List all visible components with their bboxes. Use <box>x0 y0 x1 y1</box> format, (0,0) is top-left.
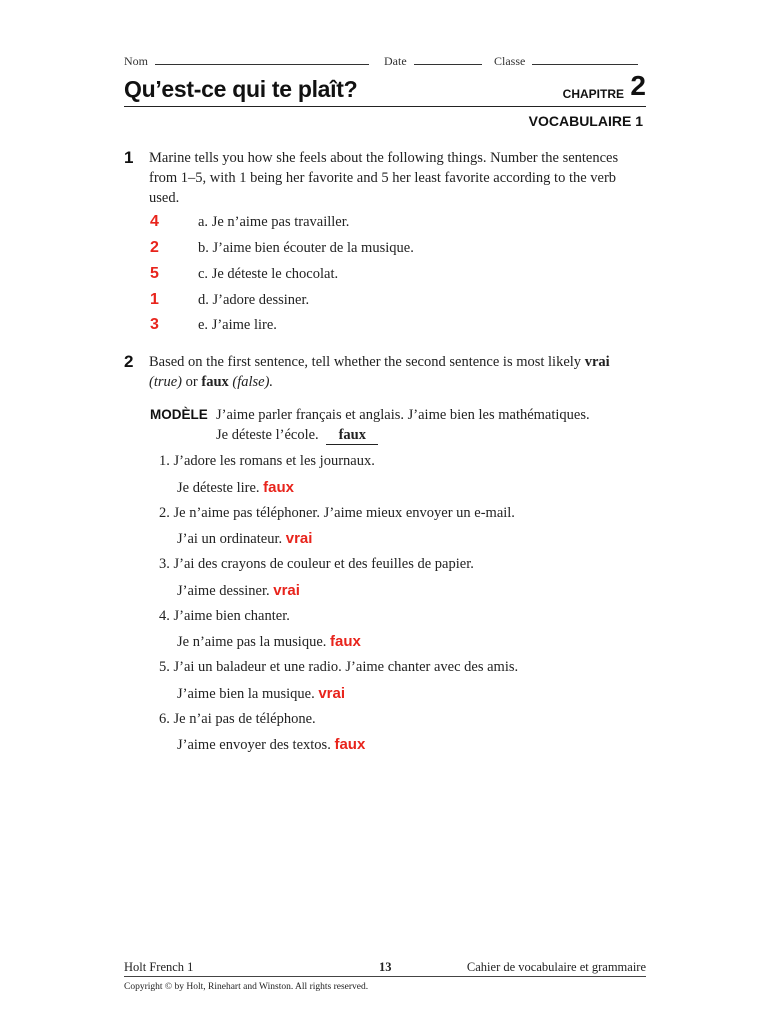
q2-false-word: (false). <box>232 374 274 390</box>
q2-item-text: Je n’ai pas de téléphone. <box>173 711 316 727</box>
q2-item-number: 6. <box>159 711 170 727</box>
class-label: Classe <box>494 54 526 68</box>
footer-workbook-title: Cahier de vocabulaire et grammaire <box>466 960 646 974</box>
modele-line-2 <box>216 427 378 445</box>
q2-item-2-line-1 <box>159 505 515 522</box>
q2-item-2-line-2 <box>177 530 312 548</box>
q2-item-text: J’ai un ordinateur. <box>177 531 283 547</box>
q2-item-2-answer: vrai <box>285 530 313 547</box>
q1-letter: c. <box>198 266 209 282</box>
footer-rule <box>124 976 646 977</box>
class-line[interactable] <box>532 54 638 65</box>
name-label: Nom <box>124 54 148 68</box>
q2-prompt-text: Based on the first sentence, tell whether the second sentence is most likely <box>149 354 582 370</box>
question-1-number: 1 <box>124 148 134 167</box>
q1-letter: b. <box>198 240 209 256</box>
q1-item-a <box>198 214 349 231</box>
q2-item-text: J’aime bien chanter. <box>173 608 290 624</box>
date-label: Date <box>384 54 407 68</box>
name-line[interactable] <box>155 54 369 65</box>
q2-item-number: 5. <box>159 659 170 675</box>
q2-item-1-line-1 <box>159 453 375 470</box>
modele-answer: faux <box>326 427 378 445</box>
q1-letter: e. <box>198 317 209 333</box>
q1-item-d <box>198 292 309 309</box>
q2-item-3-line-2 <box>177 582 300 600</box>
name-field <box>124 54 369 69</box>
q2-item-6-line-1 <box>159 711 316 728</box>
q2-or-word: or <box>185 374 198 390</box>
q1-answer-a: 4 <box>150 213 159 230</box>
question-2-prompt <box>149 352 649 392</box>
date-field <box>384 54 482 69</box>
q1-item-c <box>198 266 338 283</box>
q2-item-3-line-1 <box>159 556 474 573</box>
q2-vrai-word: vrai <box>584 354 610 370</box>
copyright: Copyright © by Holt, Rinehart and Winston. All rights reserved. <box>124 982 369 992</box>
modele-line-1: J’aime parler français et anglais. J’aime bien les mathématiques. <box>216 407 590 423</box>
q1-text: J’aime lire. <box>211 317 277 333</box>
question-2-number: 2 <box>124 352 134 371</box>
q2-item-6-answer: faux <box>334 736 366 753</box>
q1-item-e <box>198 317 277 334</box>
title-rule <box>124 106 646 107</box>
q2-item-3-answer: vrai <box>273 582 300 599</box>
q2-item-text: Je n’aime pas téléphoner. J’aime mieux envoyer un e-mail. <box>173 505 515 521</box>
q2-item-6-line-2 <box>177 736 365 754</box>
q2-item-number: 1. <box>159 453 170 469</box>
chapter-label: CHAPITRE <box>562 87 624 101</box>
modele-sentence: Je déteste l’école. <box>216 427 319 443</box>
q2-item-number: 3. <box>159 556 170 572</box>
modele-label: MODÈLE <box>150 407 208 422</box>
q2-true-word: (true) <box>149 374 183 390</box>
q1-text: Je n’aime pas travailler. <box>211 214 350 230</box>
q2-item-text: Je n’aime pas la musique. <box>177 634 327 650</box>
q1-text: J’adore dessiner. <box>212 292 310 308</box>
footer-book-title: Holt French 1 <box>124 960 194 974</box>
q1-letter: d. <box>198 292 209 308</box>
q2-item-1-answer: faux <box>263 479 295 496</box>
q1-answer-e: 3 <box>150 316 159 333</box>
q1-answer-b: 2 <box>150 239 159 256</box>
q2-item-4-answer: faux <box>330 633 361 650</box>
q2-item-text: J’aime bien la musique. <box>177 686 315 702</box>
question-1-prompt: Marine tells you how she feels about the following things. Number the sentences from 1–5, with 1 being her favorite and 5 her least favorite according to the verb used. <box>149 150 619 206</box>
q2-item-number: 2. <box>159 505 170 521</box>
q2-item-text: J’adore les romans et les journaux. <box>173 453 375 469</box>
page-title: Qu’est-ce qui te plaît? <box>124 76 358 102</box>
q1-item-b <box>198 240 414 257</box>
section-title: VOCABULAIRE 1 <box>528 113 643 129</box>
page-number: 13 <box>379 960 392 974</box>
q2-item-text: Je déteste lire. <box>177 480 260 496</box>
q1-text: Je déteste le chocolat. <box>211 266 339 282</box>
q1-text: J’aime bien écouter de la musique. <box>212 240 414 256</box>
q2-item-5-line-1 <box>159 659 518 676</box>
q2-item-text: J’aime dessiner. <box>177 583 270 599</box>
q2-item-1-line-2 <box>177 479 294 497</box>
q1-letter: a. <box>198 214 209 230</box>
q2-item-text: J’ai un baladeur et une radio. J’aime chanter avec des amis. <box>173 659 519 675</box>
q1-answer-d: 1 <box>150 291 159 308</box>
q2-item-4-line-1 <box>159 608 290 625</box>
q2-item-text: J’ai des crayons de couleur et des feuilles de papier. <box>173 556 474 572</box>
class-field <box>494 54 638 69</box>
chapter-number: 2 <box>630 70 646 101</box>
q1-answer-c: 5 <box>150 265 159 282</box>
q2-item-number: 4. <box>159 608 170 624</box>
q2-item-text: J’aime envoyer des textos. <box>177 737 331 753</box>
q2-item-5-answer: vrai <box>318 685 346 702</box>
q2-item-5-line-2 <box>177 685 345 703</box>
q2-item-4-line-2 <box>177 633 361 651</box>
date-line[interactable] <box>414 54 482 65</box>
q2-faux-word: faux <box>201 374 229 390</box>
